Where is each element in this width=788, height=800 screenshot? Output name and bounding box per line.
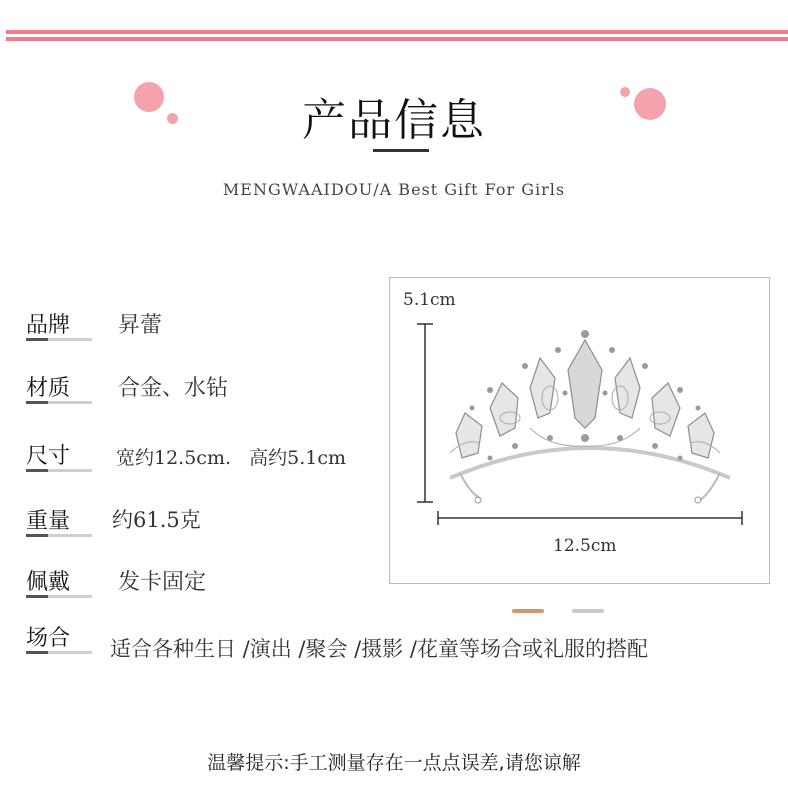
carousel-indicator-active[interactable] [512,609,544,613]
spec-label-underline [26,401,92,404]
carousel-indicator[interactable] [572,609,604,613]
spec-value: 发卡固定 [118,570,207,595]
tiara-image [390,278,769,583]
spec-value: 约61.5克 [112,508,201,532]
spec-label-underline [26,534,92,537]
spec-value: 宽约12.5cm. 高约5.1cm [116,447,346,469]
spec-value: 合金、水钻 [118,376,229,401]
top-accent-bar [6,30,788,34]
spec-label: 场合 [26,626,71,651]
spec-label: 佩戴 [26,570,71,595]
tiara-band [450,448,730,478]
spec-label-underline [26,651,92,654]
tiara-center-gem [568,340,602,428]
footer-note: 温馨提示:手工测量存在一点点误差,请您谅解 [207,752,581,774]
spec-label: 尺寸 [26,444,71,469]
spec-label: 品牌 [26,313,71,338]
width-dimension-line [438,511,742,525]
spec-label: 重量 [26,509,71,534]
top-accent-bar-2 [6,37,788,41]
height-dimension-line [417,324,433,502]
spec-value: 昇蕾 [118,313,163,338]
product-image-box [389,277,770,584]
spec-value: 适合各种生日 /演出 /聚会 /摄影 /花童等场合或礼服的搭配 [110,637,648,661]
page-title: 产品信息 [302,95,486,146]
title-underline [373,149,429,152]
spec-label-underline [26,338,92,341]
spec-label: 材质 [26,376,71,401]
width-dimension-label: 12.5cm [553,536,617,556]
spec-label-underline [26,469,92,472]
page-subtitle: MENGWAAIDOU/A Best Gift For Girls [222,180,566,199]
height-dimension-label: 5.1cm [403,290,456,310]
spec-label-underline [26,595,92,598]
